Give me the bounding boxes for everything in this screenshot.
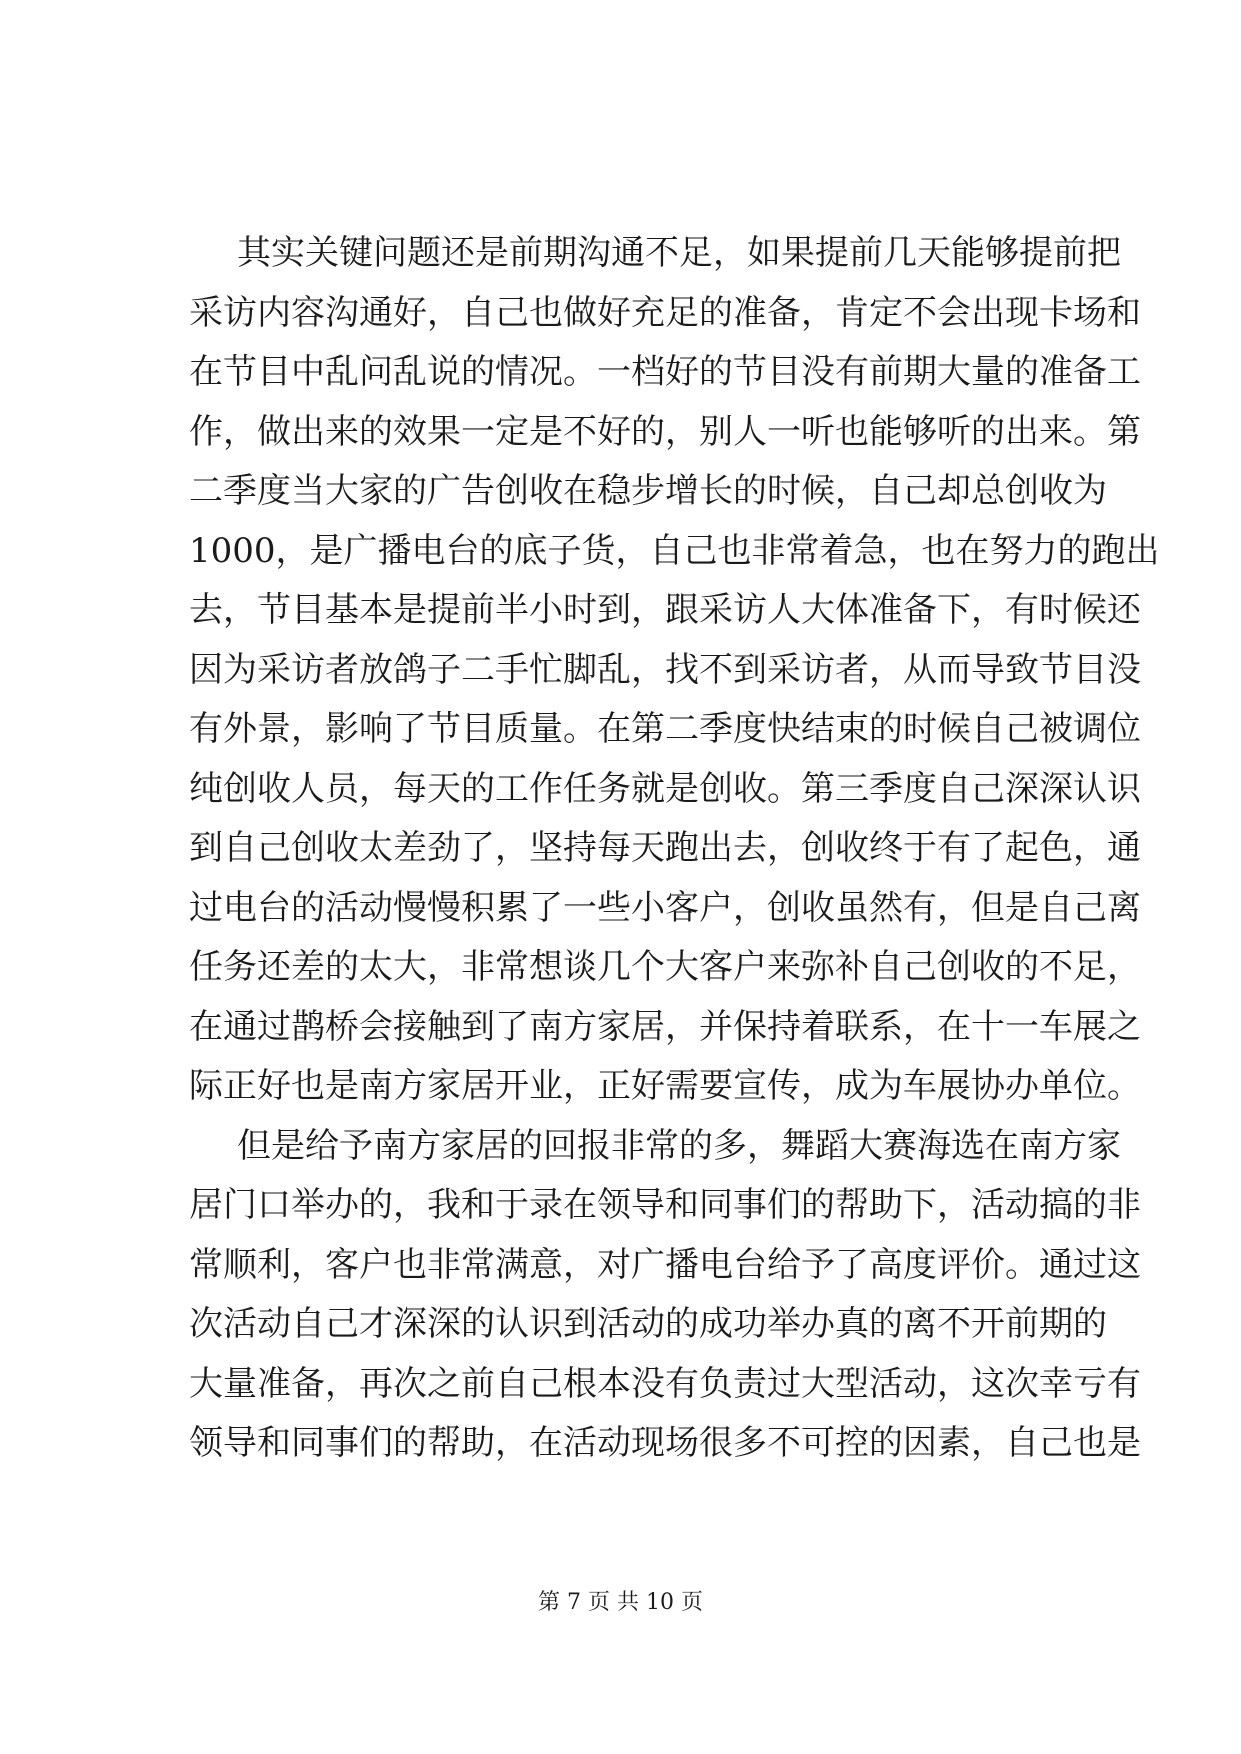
paragraph-line: 因为采访者放鸽子二手忙脚乱，找不到采访者，从而导致节目没 [189, 649, 1141, 690]
paragraph-line: 过电台的活动慢慢积累了一些小客户，创收虽然有，但是自己离 [189, 887, 1141, 928]
paragraph-line: 1000，是广播电台的底子货，自己也非常着急，也在努力的跑出 [189, 530, 1160, 571]
paragraph-line: 在节目中乱问乱说的情况。一档好的节目没有前期大量的准备工 [189, 352, 1141, 392]
body-text [189, 224, 1160, 1474]
paragraph-line: 有外景，影响了节目质量。在第二季度快结束的时候自己被调位 [189, 709, 1141, 749]
paragraph-line: 常顺利，客户也非常满意，对广播电台给予了高度评价。通过这 [189, 1244, 1141, 1285]
paragraph-line: 在通过鹊桥会接触到了南方家居，并保持着联系，在十一车展之 [189, 1006, 1141, 1047]
paragraph-line: 二季度当大家的广告创收在稳步增长的时候，自己却总创收为 [189, 471, 1107, 511]
paragraph-line: 次活动自己才深深的认识到活动的成功举办真的离不开前期的 [189, 1304, 1107, 1344]
paragraph-line: 去，节目基本是提前半小时到，跟采访人大体准备下，有时候还 [189, 590, 1141, 630]
paragraph-line: 任务还差的太大，非常想谈几个大客户来弥补自己创收的不足， [189, 947, 1141, 987]
paragraph-line: 纯创收人员，每天的工作任务就是创收。第三季度自己深深认识 [189, 768, 1141, 809]
paragraph-line: 居门口举办的，我和于录在领导和同事们的帮助下，活动搞的非 [189, 1185, 1141, 1225]
paragraph-line: 作，做出来的效果一定是不好的，别人一听也能够听的出来。第 [189, 411, 1141, 452]
paragraph-line: 其实关键问题还是前期沟通不足，如果提前几天能够提前把 [237, 233, 1121, 273]
paragraph-line: 到自己创收太差劲了，坚持每天跑出去，创收终于有了起色，通 [189, 828, 1141, 868]
paragraph-line: 但是给予南方家居的回报非常的多，舞蹈大赛海选在南方家 [237, 1125, 1121, 1166]
paragraph-line: 采访内容沟通好，自己也做好充足的准备，肯定不会出现卡场和 [189, 292, 1141, 333]
paragraph-line: 际正好也是南方家居开业，正好需要宣传，成为车展协办单位。 [189, 1066, 1141, 1106]
paragraph-line: 大量准备，再次之前自己根本没有负责过大型活动，这次幸亏有 [189, 1363, 1141, 1404]
paragraph-line: 领导和同事们的帮助，在活动现场很多不可控的因素，自己也是 [189, 1423, 1141, 1463]
page-number-footer: 第 7 页 共 10 页 [538, 1590, 703, 1615]
